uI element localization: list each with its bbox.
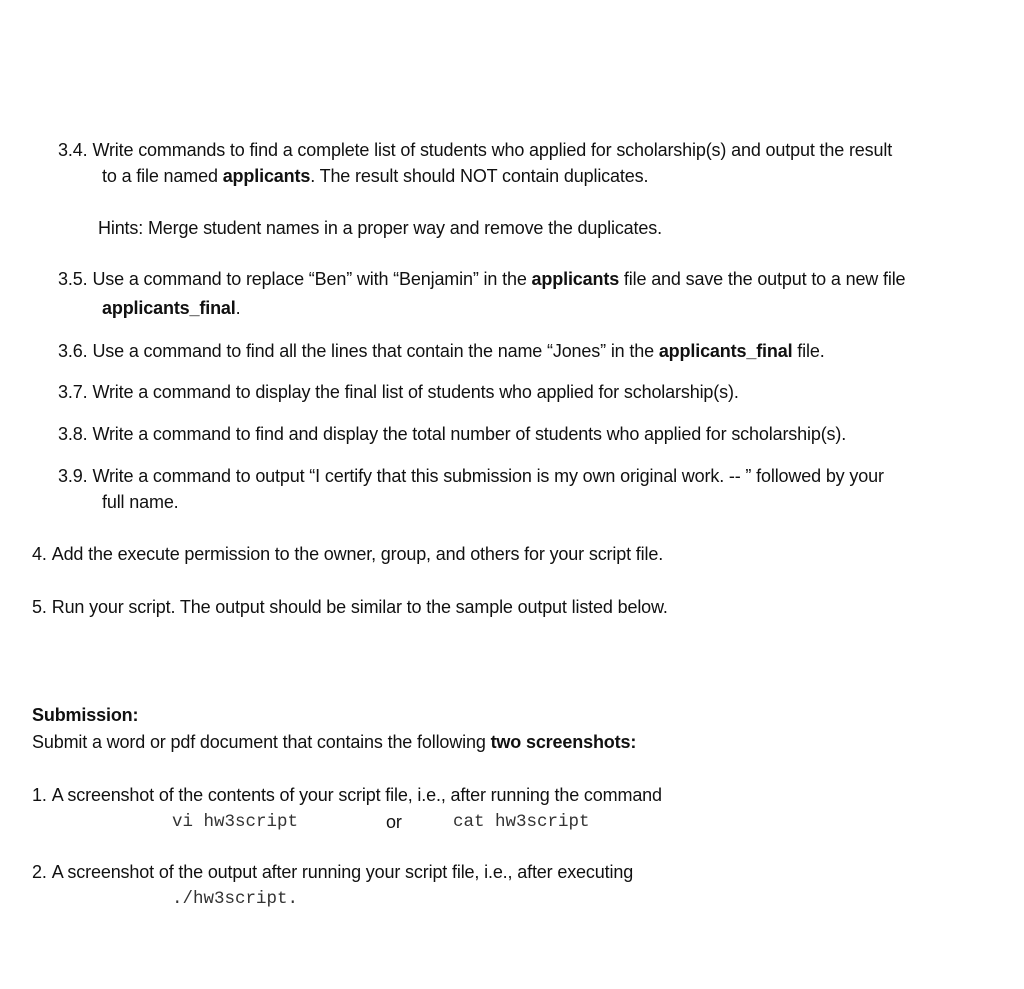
subtask-text: Use a command to find all the lines that contain the name “Jones” in the	[92, 341, 659, 361]
item-number: 1.	[32, 785, 47, 805]
subtask-text: to a file named	[102, 166, 223, 186]
subtask-text: . The result should NOT contain duplicates.	[310, 166, 649, 186]
subtask-3-4-line-1	[58, 138, 892, 162]
subtask-3-9-line-2: full name.	[102, 492, 179, 512]
command-vi: vi hw3script	[172, 812, 299, 832]
subtask-text: Use a command to replace “Ben” with “Benjamin” in the	[92, 269, 532, 289]
subtask-3-5-line-1	[58, 267, 905, 291]
subtask-number: 3.8.	[58, 424, 88, 444]
subtask-number: 3.4.	[58, 140, 88, 160]
filename-emphasis: applicants	[222, 166, 311, 186]
subtask-number: 3.6.	[58, 341, 88, 361]
step-number: 5.	[32, 597, 47, 617]
step-text: Run your script. The output should be similar to the sample output listed below.	[51, 597, 668, 617]
command-cat: cat hw3script	[453, 812, 590, 832]
item-text: A screenshot of the output after running your script file, i.e., after executing	[51, 862, 634, 882]
submission-intro	[32, 730, 636, 754]
submission-item-1	[32, 783, 662, 807]
submission-heading	[32, 703, 138, 727]
item-number: 2.	[32, 862, 47, 882]
subtask-number: 3.9.	[58, 466, 88, 486]
submission-intro-text: Submit a word or pdf document that contains the following	[32, 732, 491, 752]
subtask-3-7	[58, 380, 739, 404]
subtask-3-5-line-2	[102, 296, 241, 320]
step-4	[32, 542, 663, 566]
submission-item-2	[32, 860, 633, 884]
subtask-number: 3.5.	[58, 269, 88, 289]
subtask-number: 3.7.	[58, 382, 88, 402]
step-5	[32, 595, 668, 619]
submission-heading-text: Submission:	[32, 705, 139, 725]
command-or: or	[386, 812, 402, 832]
step-number: 4.	[32, 544, 47, 564]
subtask-text: Write a command to find and display the total number of students who applied for scholarship(s).	[92, 424, 847, 444]
filename-emphasis: applicants_final	[658, 341, 793, 361]
subtask-text: Write a command to output “I certify that this submission is my own original work. -- ” followed by your	[92, 466, 884, 486]
subtask-text: file.	[792, 341, 825, 361]
subtask-text: Write a command to display the final list of students who applied for scholarship(s).	[92, 382, 739, 402]
subtask-text: .	[235, 298, 241, 318]
filename-emphasis: applicants	[531, 269, 620, 289]
subtask-text: file and save the output to a new file	[619, 269, 906, 289]
subtask-3-9-line-1	[58, 464, 884, 488]
command-run: ./hw3script.	[172, 889, 299, 909]
subtask-3-4-line-2	[102, 164, 648, 188]
item-text: A screenshot of the contents of your script file, i.e., after running the command	[51, 785, 662, 805]
filename-emphasis: applicants_final	[102, 298, 236, 318]
subtask-3-8	[58, 422, 846, 446]
subtask-text: Write commands to find a complete list of students who applied for scholarship(s) and output the result	[92, 140, 893, 160]
submission-intro-emphasis: two screenshots:	[490, 732, 637, 752]
subtask-3-4-hint: Hints: Merge student names in a proper way and remove the duplicates.	[98, 218, 662, 238]
step-text: Add the execute permission to the owner, group, and others for your script file.	[51, 544, 664, 564]
subtask-3-6	[58, 339, 825, 363]
